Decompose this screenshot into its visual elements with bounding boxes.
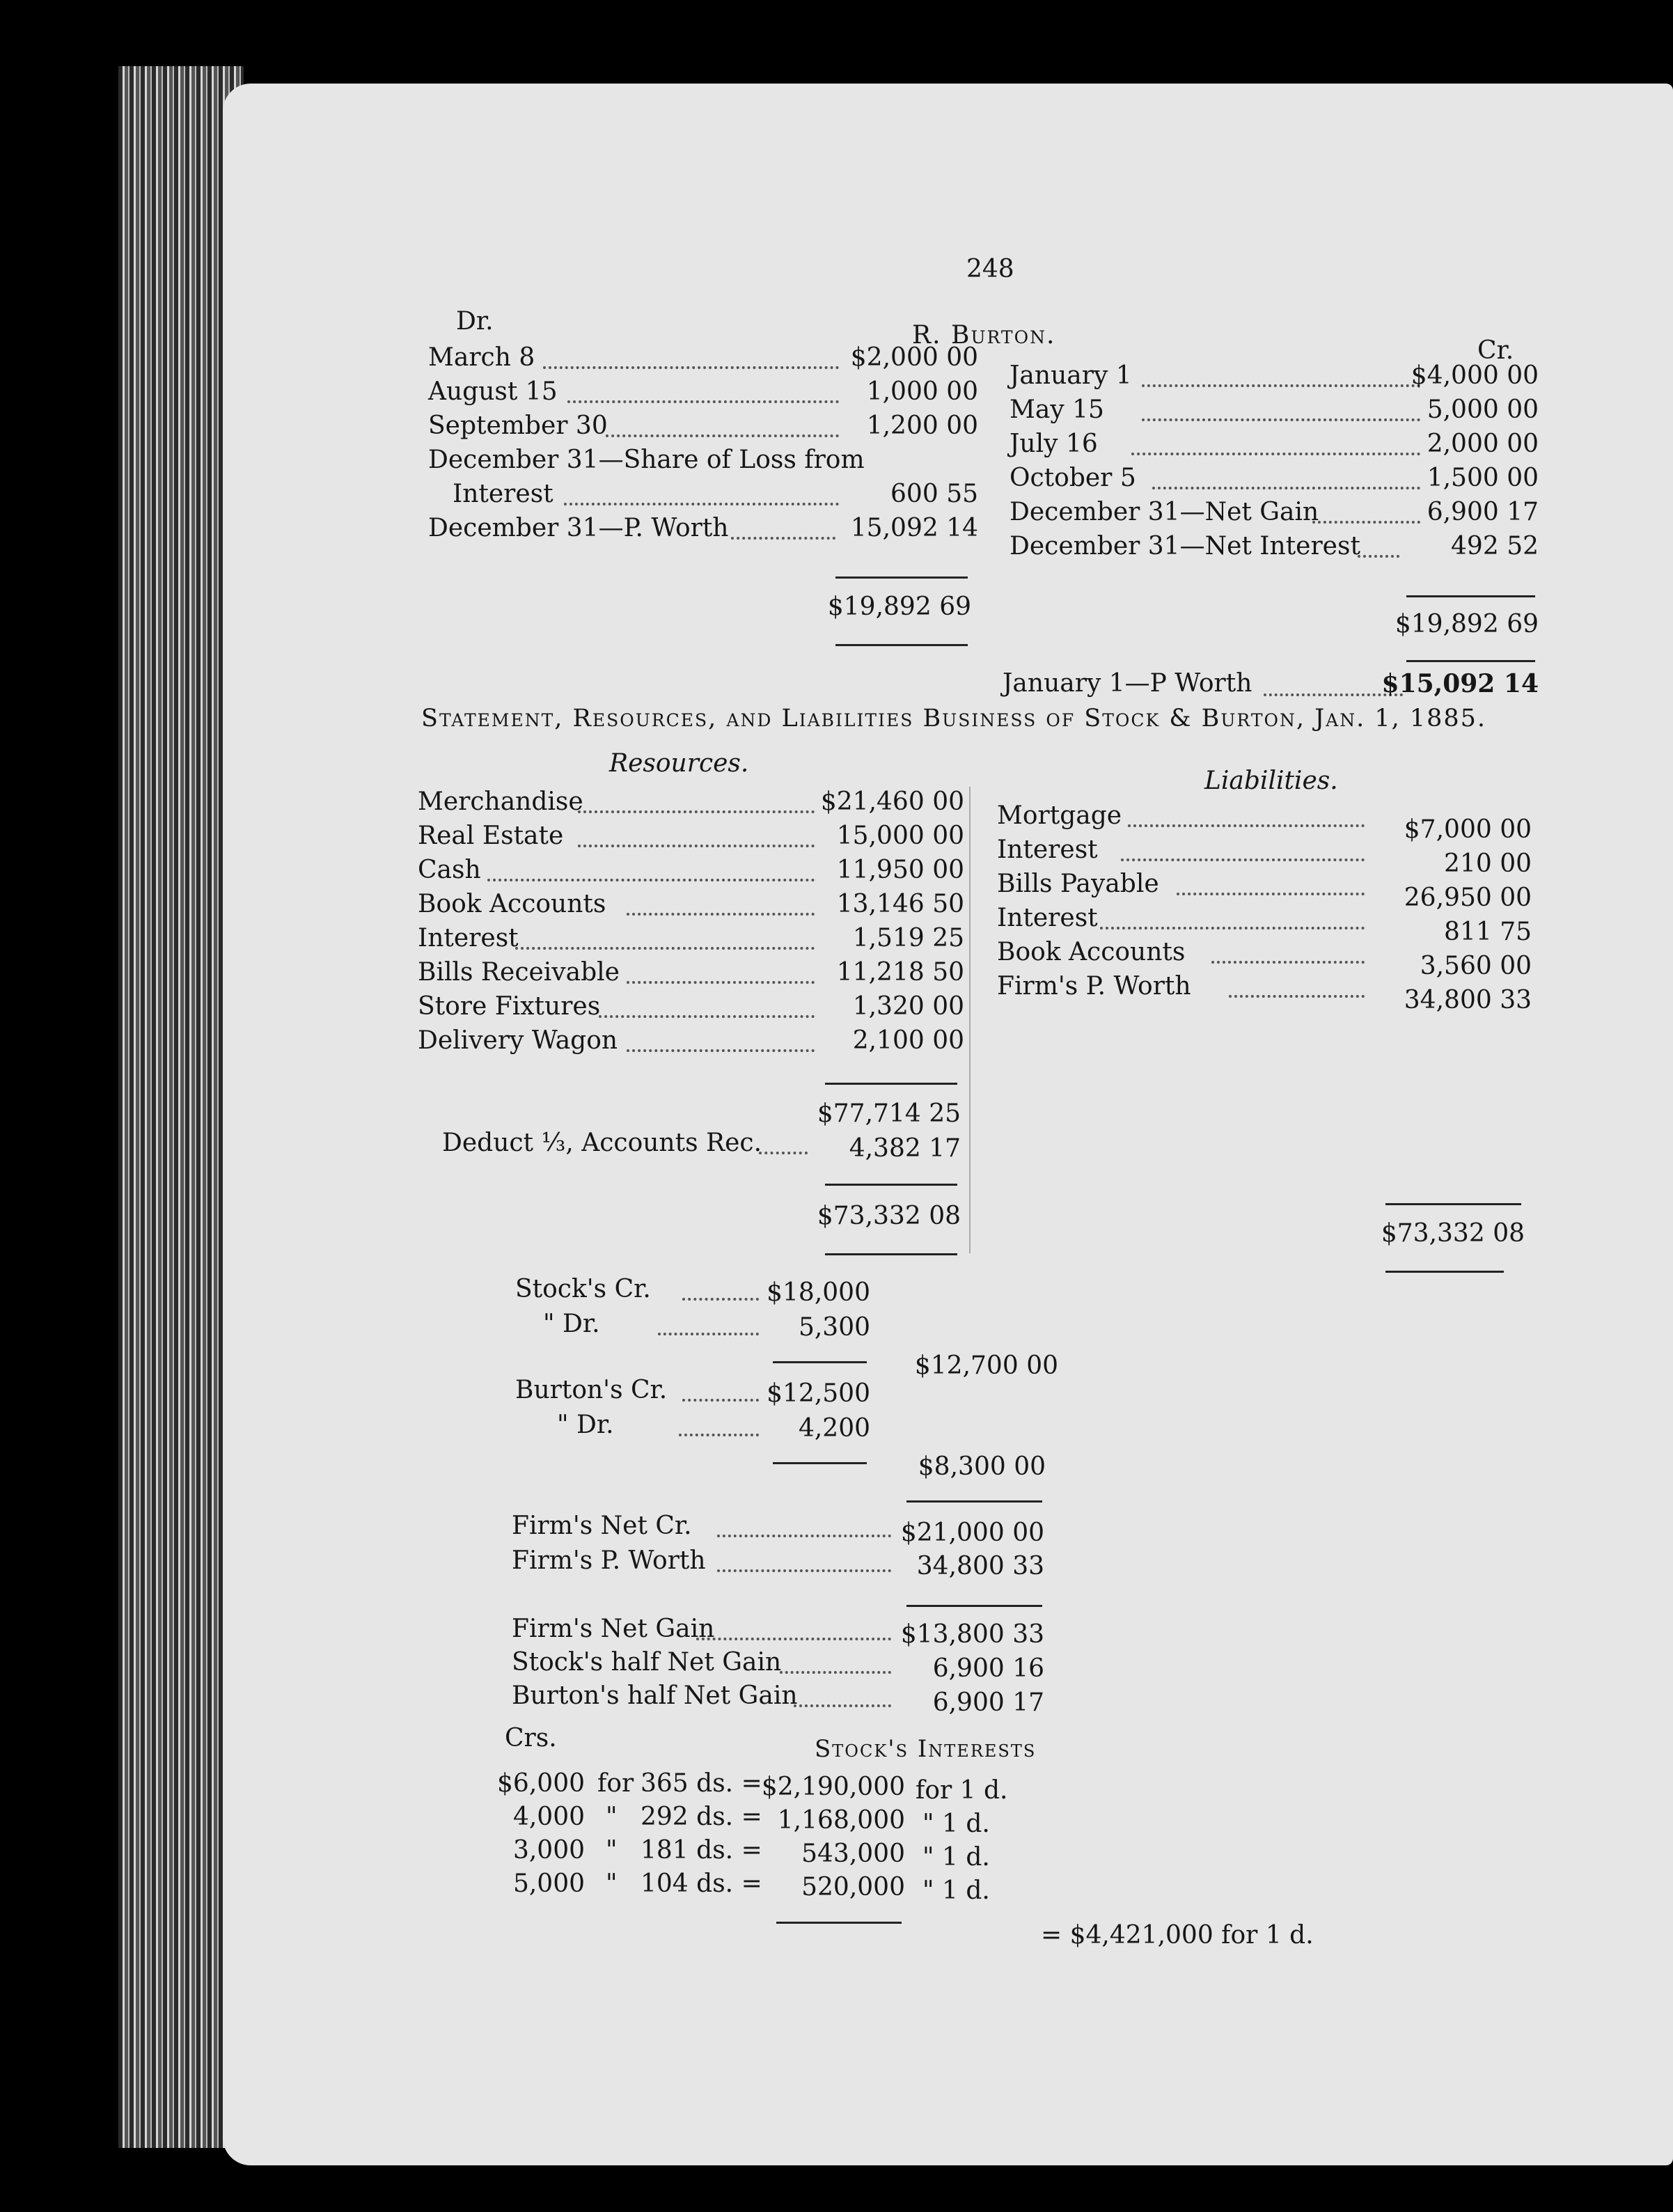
credit-total: $19,892 69 [1395,610,1539,638]
summary-amount: 6,900 17 [932,1688,1044,1717]
resource-amount: $21,460 00 [820,787,964,816]
summary-label: Firm's Net Cr. [512,1512,692,1540]
liability-amount: 26,950 00 [1404,884,1532,912]
deduct-label: Deduct ⅓, Accounts Rec. [442,1129,762,1157]
debit-label: March 8 [428,343,535,372]
burton-net: $8,300 00 [918,1452,1046,1481]
days: 104 ds. = [641,1869,762,1898]
burton-dr: 4,200 [798,1414,870,1443]
deduct-amount: 4,382 17 [849,1134,961,1163]
resource-amount: 13,146 50 [836,890,964,918]
debit-label: September 30 [428,411,608,440]
statement-title: Statement, Resources, and Liabilities Business of Stock & Burton, Jan. 1, 1885. [421,705,1487,732]
debit-amount: 15,092 14 [850,514,978,542]
principal: 3,000 [512,1836,585,1865]
resource-label: Merchandise [418,787,583,816]
unit: " 1 d. [922,1843,990,1872]
days: 181 ds. = [641,1836,762,1865]
resources-subtotal: $77,714 25 [817,1099,961,1128]
summary-label: Firm's Net Gain [512,1615,715,1643]
liability-label: Bills Payable [997,870,1159,898]
debit-amount: $2,000 00 [850,343,978,372]
liability-amount: 210 00 [1444,849,1532,878]
debit-amount: 1,200 00 [866,411,978,440]
liability-amount: 34,800 33 [1404,986,1532,1014]
balance-amount: $15,092 14 [1381,669,1539,698]
summary-label: Firm's P. Worth [512,1546,706,1575]
mark: " [606,1836,618,1865]
resource-amount: 11,950 00 [836,856,964,884]
account-title: R. Burton. [912,321,1056,350]
credit-amount: 492 52 [1451,532,1539,560]
resources-header: Resources. [609,749,749,778]
page-number: 248 [966,255,1014,283]
liabilities-header: Liabilities. [1204,767,1338,795]
resource-label: Book Accounts [418,890,606,918]
credit-label: December 31—Net Gain [1010,498,1319,526]
product: 543,000 [801,1840,905,1868]
liability-label: Interest [997,836,1098,864]
days: 365 ds. = [641,1769,762,1798]
stock-cr-label: Stock's Cr. [515,1275,651,1303]
mark: for [597,1769,634,1798]
credit-amount: 6,900 17 [1427,498,1539,526]
dr-label: Dr. [456,307,494,336]
summary-amount: $21,000 00 [900,1519,1044,1547]
debit-total: $19,892 69 [827,593,971,621]
credit-amount: 5,000 00 [1427,395,1539,424]
credit-label: January 1 [1010,361,1132,390]
liability-amount: 811 75 [1444,918,1532,946]
liability-amount: 3,560 00 [1420,952,1532,980]
resource-label: Bills Receivable [418,958,620,987]
days: 292 ds. = [641,1803,762,1831]
debit-label: December 31—Share of Loss from [428,446,865,474]
liabilities-total: $73,332 08 [1381,1219,1525,1248]
resource-amount: 2,100 00 [852,1026,964,1055]
interests-total: = $4,421,000 for 1 d. [1041,1921,1314,1950]
resource-amount: 11,218 50 [836,958,964,987]
resources-total: $73,332 08 [817,1202,961,1230]
stock-cr: $18,000 [767,1278,870,1307]
burton-cr-label: Burton's Cr. [515,1376,668,1404]
resource-amount: 15,000 00 [836,822,964,850]
stock-dr-label: " Dr. [543,1310,600,1338]
mark: " [606,1803,618,1831]
principal: 5,000 [512,1869,585,1898]
resource-label: Cash [418,856,481,884]
credit-amount: 2,000 00 [1427,430,1539,458]
debit-amount: 600 55 [890,480,978,508]
unit: " 1 d. [922,1810,990,1838]
product: 520,000 [801,1873,905,1901]
product: 1,168,000 [777,1806,905,1835]
credit-label: December 31—Net Interest [1010,532,1360,560]
burton-cr: $12,500 [767,1379,870,1408]
summary-label: Burton's half Net Gain [512,1681,798,1710]
debit-label: December 31—P. Worth [428,514,729,542]
debit-label: August 15 [428,377,558,406]
cr-label: Cr. [1477,336,1514,365]
summary-amount: 34,800 33 [916,1552,1044,1580]
debit-amount: 1,000 00 [866,377,978,406]
balance-label: January 1—P Worth [1003,669,1252,698]
summary-label: Stock's half Net Gain [512,1648,782,1677]
liability-amount: $7,000 00 [1404,815,1532,844]
mark: " [606,1869,618,1898]
unit: for 1 d. [916,1776,1008,1805]
unit: " 1 d. [922,1876,990,1905]
liability-label: Mortgage [997,801,1122,830]
debit-label: Interest [453,480,553,508]
stock-net: $12,700 00 [914,1351,1058,1380]
liability-label: Firm's P. Worth [997,972,1191,1001]
resource-amount: 1,519 25 [852,924,964,952]
resource-label: Delivery Wagon [418,1026,618,1055]
credit-label: July 16 [1010,430,1098,458]
summary-amount: $13,800 33 [900,1620,1044,1649]
principal: 4,000 [512,1803,585,1831]
liability-label: Interest [997,904,1098,932]
resource-label: Interest [418,924,519,952]
credit-label: May 15 [1010,395,1104,424]
stock-dr: 5,300 [798,1313,870,1342]
product: $2,190,000 [761,1773,905,1801]
resource-label: Store Fixtures [418,992,601,1021]
credit-label: October 5 [1010,464,1136,492]
crs-label: Crs. [505,1724,557,1752]
liability-label: Book Accounts [997,938,1186,966]
credit-amount: 1,500 00 [1427,464,1539,492]
burton-dr-label: " Dr. [557,1411,614,1439]
resource-amount: 1,320 00 [852,992,964,1021]
summary-amount: 6,900 16 [932,1654,1044,1683]
resource-label: Real Estate [418,822,564,850]
interests-title: Stock's Interests [815,1735,1037,1763]
principal: $6,000 [497,1769,585,1798]
credit-amount: $4,000 00 [1411,361,1539,390]
